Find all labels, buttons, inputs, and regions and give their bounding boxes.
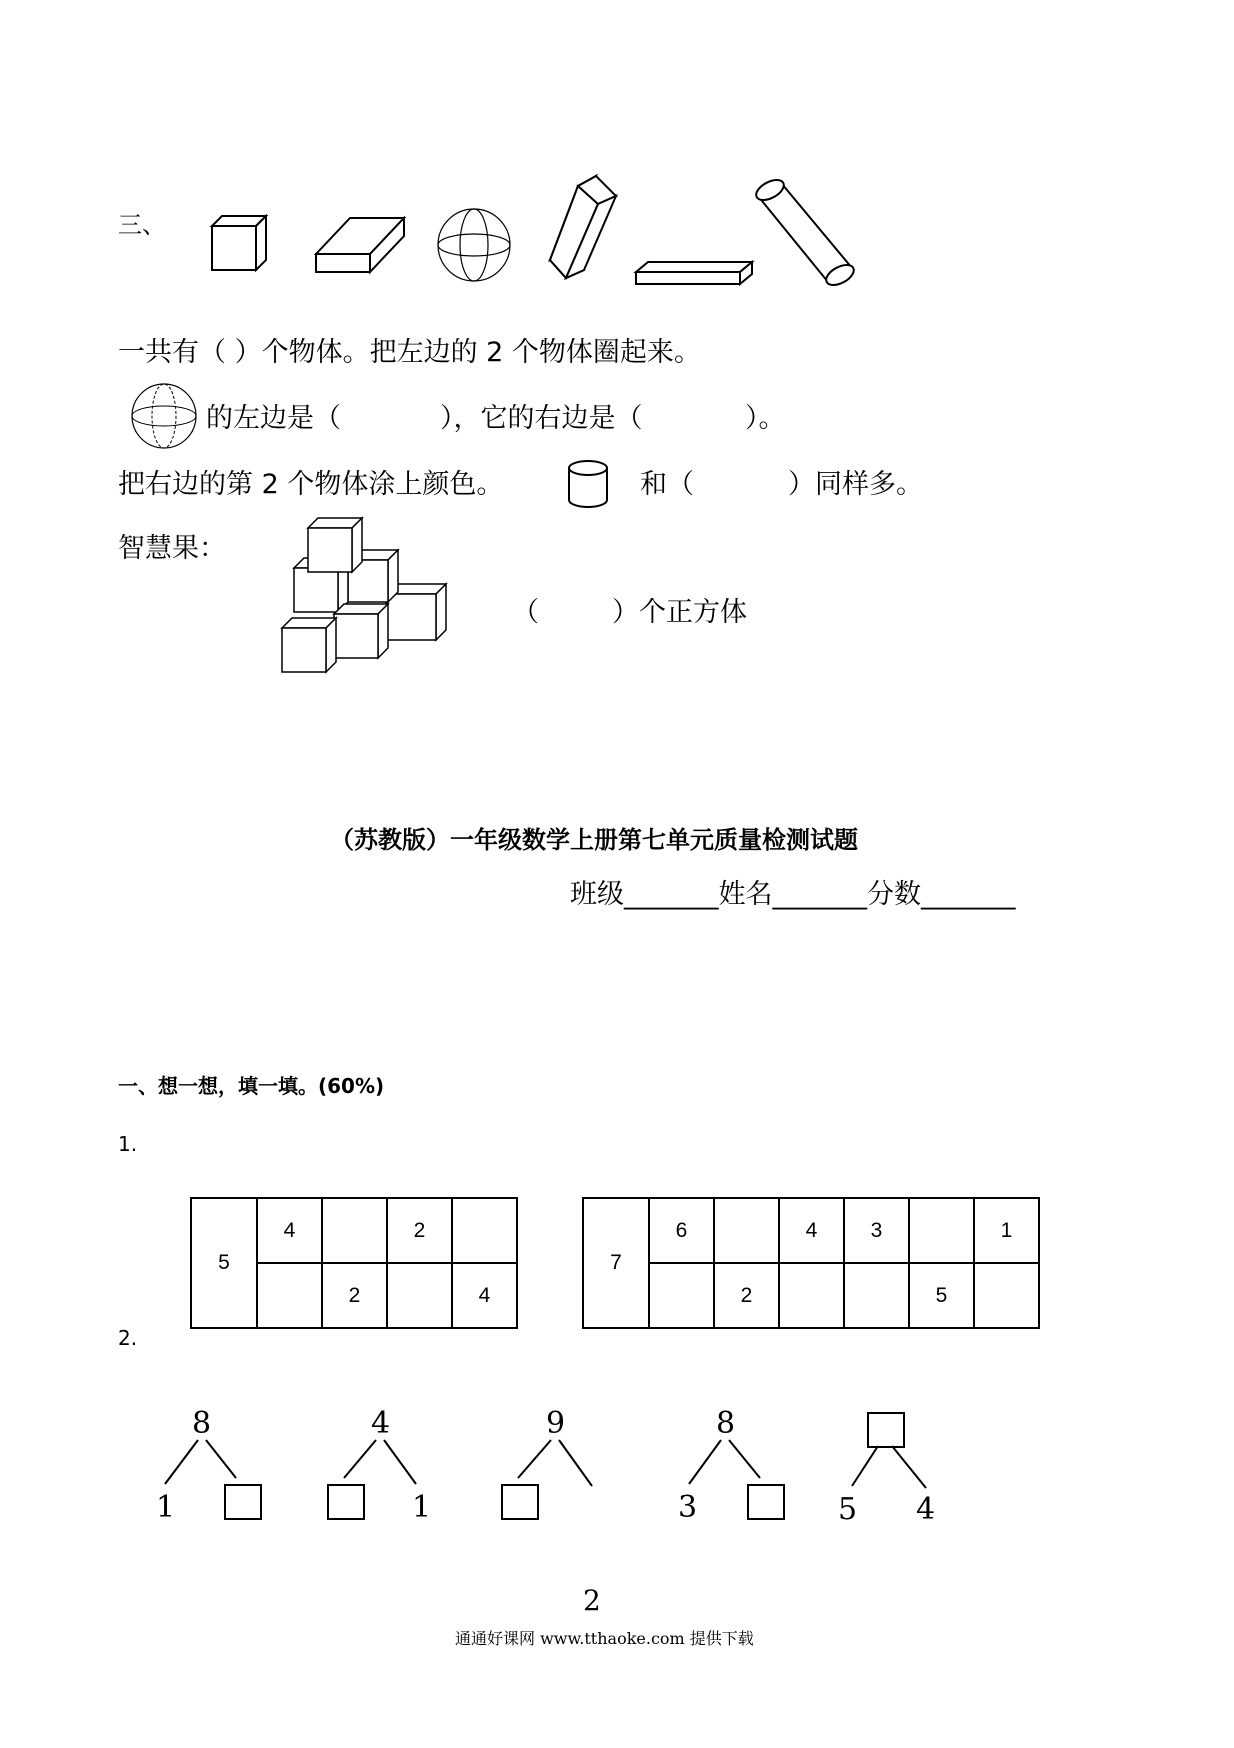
section3-line3-end: ）同样多。 bbox=[788, 469, 923, 500]
page-number: 2 bbox=[583, 1584, 601, 1617]
section3-line3: 把右边的第 2 个物体涂上颜色。 bbox=[118, 469, 504, 500]
bond-2-right: 1 bbox=[412, 1490, 432, 1525]
bond-4-left: 3 bbox=[678, 1490, 698, 1525]
bond-2-top: 4 bbox=[371, 1406, 391, 1441]
bond-3-answer-box[interactable] bbox=[501, 1484, 539, 1520]
table-a-cell: 2 bbox=[387, 1198, 452, 1263]
table-a-head: 5 bbox=[191, 1198, 257, 1328]
q1-label: 1. bbox=[118, 1132, 138, 1156]
table-b-cell: 1 bbox=[974, 1198, 1039, 1263]
section-label: 三、 bbox=[118, 211, 166, 239]
cube-count-open: （ bbox=[512, 597, 539, 628]
q2-label: 2. bbox=[118, 1326, 138, 1350]
table-b-cell: 3 bbox=[844, 1198, 909, 1263]
bond-3-top: 9 bbox=[546, 1406, 566, 1441]
section3-line2-end: ）。 bbox=[745, 403, 786, 434]
bond-2-answer-box[interactable] bbox=[327, 1484, 365, 1520]
section3-line2-mid: ），它的右边是（ bbox=[440, 403, 643, 434]
table-a-cell: 4 bbox=[257, 1198, 322, 1263]
bond-1-left: 1 bbox=[156, 1490, 176, 1525]
section3-line2-left: 的左边是（ bbox=[206, 403, 341, 434]
table-b-cell: 4 bbox=[779, 1198, 844, 1263]
bond-5-right: 4 bbox=[916, 1492, 936, 1527]
table-a-cell: 4 bbox=[452, 1263, 517, 1328]
footer-source: 通通好课网 www.tthaoke.com 提供下载 bbox=[455, 1629, 754, 1648]
bond-1-answer-box[interactable] bbox=[224, 1484, 262, 1520]
bond-5-answer-box[interactable] bbox=[867, 1412, 905, 1448]
bond-5-left: 5 bbox=[838, 1492, 858, 1527]
table-b-head: 7 bbox=[583, 1198, 649, 1328]
cube-count-close: ）个正方体 bbox=[612, 597, 747, 628]
section3-line3-and: 和（ bbox=[640, 469, 694, 500]
bond-1-top: 8 bbox=[192, 1406, 212, 1441]
section3-line1: 一共有（ ）个物体。把左边的 2 个物体圈起来。 bbox=[118, 337, 701, 368]
bond-4-top: 8 bbox=[716, 1406, 736, 1441]
wisdom-label: 智慧果： bbox=[118, 533, 226, 564]
exam-title: （苏教版）一年级数学上册第七单元质量检测试题 bbox=[330, 826, 858, 854]
table-b-cell: 6 bbox=[649, 1198, 714, 1263]
part1-heading: 一、想一想，填一填。(60%) bbox=[118, 1074, 385, 1098]
bond-4-answer-box[interactable] bbox=[747, 1484, 785, 1520]
table-a-cell: 2 bbox=[322, 1263, 387, 1328]
table-b-cell: 5 bbox=[909, 1263, 974, 1328]
exam-info-line: 班级_______姓名_______分数_______ bbox=[570, 879, 1016, 910]
table-b-cell: 2 bbox=[714, 1263, 779, 1328]
